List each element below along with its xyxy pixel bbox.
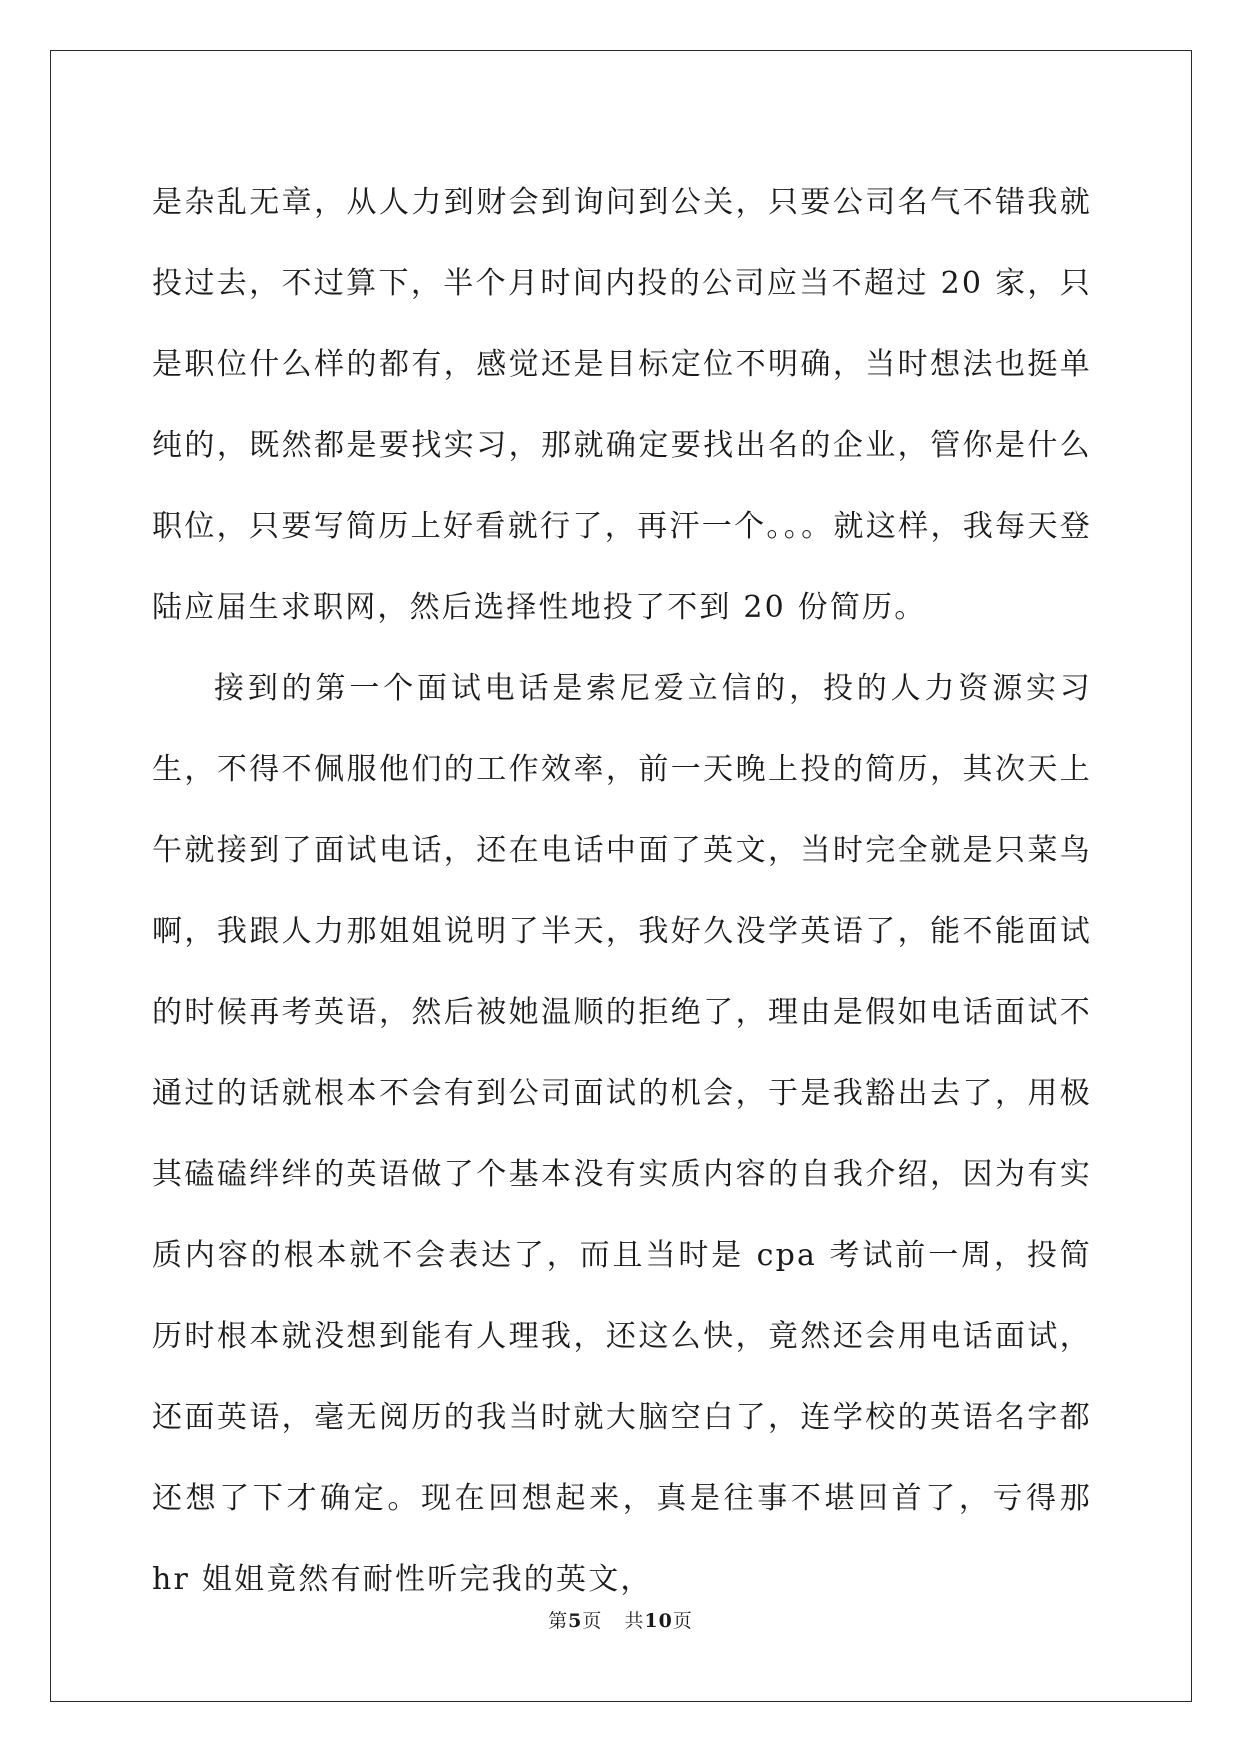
footer-prefix: 第 — [548, 1610, 569, 1632]
footer-total-suffix: 页 — [672, 1610, 693, 1632]
footer-page-suffix: 页 — [582, 1610, 603, 1632]
total-page-number: 10 — [644, 1610, 673, 1632]
current-page-number: 5 — [568, 1610, 583, 1632]
body-text — [152, 162, 1092, 1620]
paragraph-interview: 接到的第一个面试电话是索尼爱立信的，投的人力资源实习生，不得不佩服他们的工作效率，前一天晚上投的简历，其次天上午就接到了面试电话，还在电话中面了英文，当时完全就是只菜鸟啊，我跟人力那姐姐说明了半天，我好久没学英语了，能不能面试的时候再考英语，然后被她温顺的拒绝了，理由是假如电话面试不通过的话就根本不会有到公司面试的机会，于是我豁出去了，用极其磕磕绊绊的英语做了个基本没有实质内容的自我介绍，因为有实质内容的根本就不会表达了，而且当时是 cpa 考试前一周，投简历时根本就没想到能有人理我，还这么快，竟然还会用电话面试，还面英语，毫无阅历的我当时就大脑空白了，连学校的英语名字都还想了下才确定。现在回想起来，真是往事不堪回首了，亏得那 hr 姐姐竟然有耐性听完我的英文， — [152, 671, 1092, 1597]
paragraph-continued: 是杂乱无章，从人力到财会到询问到公关，只要公司名气不错我就投过去，不过算下，半个月时间内投的公司应当不超过 20 家，只是职位什么样的都有，感觉还是目标定位不明确，当时想法也挺单纯的，既然都是要找实习，那就确定要找出名的企业，管你是什么职位，只要写简历上好看就行了，再汗一个。。。就这样，我每天登陆应届生求职网，然后选择性地投了不到 20 份简历。 — [152, 185, 1092, 625]
page-footer — [0, 1606, 1241, 1633]
footer-total-prefix: 共 — [624, 1610, 645, 1632]
